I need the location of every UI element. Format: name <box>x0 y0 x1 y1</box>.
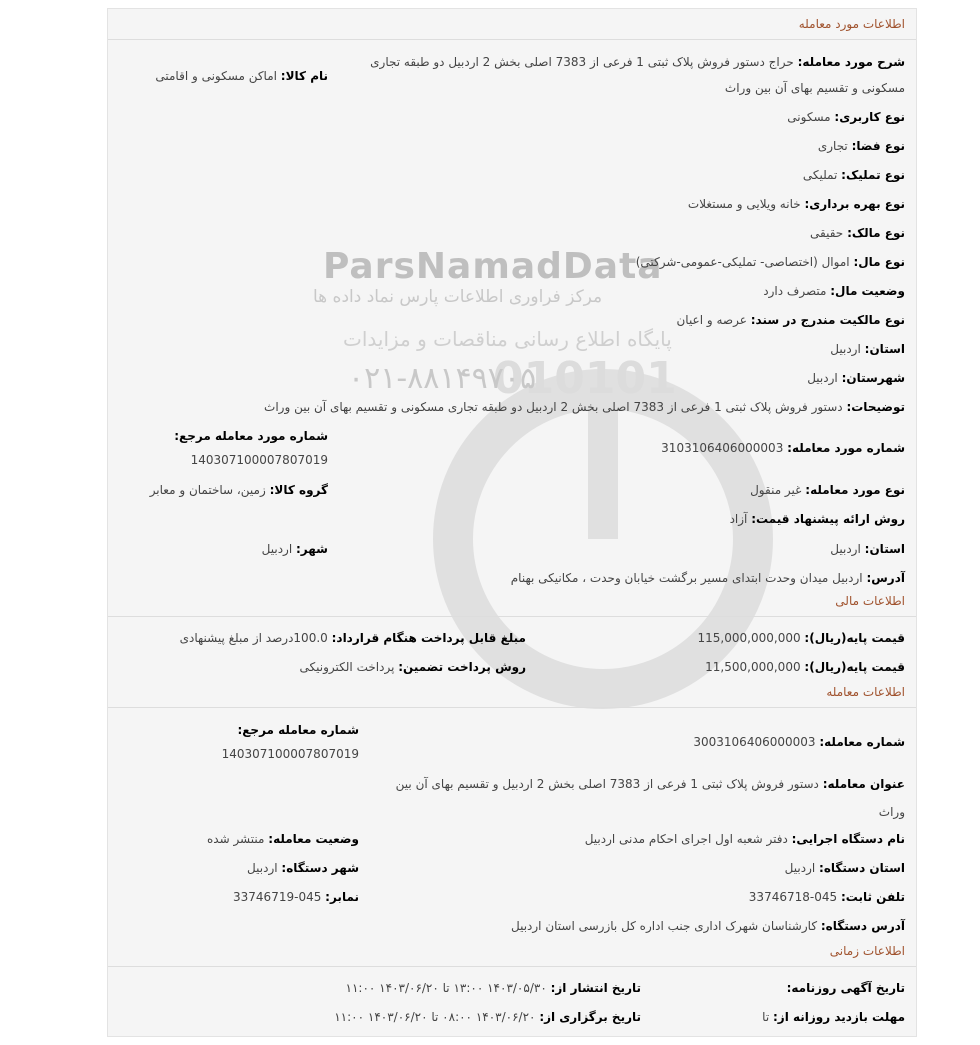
field-description: شرح مورد معامله: حراج دستور فروش پلاک ثبتی 1 فرعی از 7383 اصلی بخش 2 اردبیل دو طبقه تجاری <box>370 55 905 69</box>
field-city: شهر: اردبیل <box>261 542 328 556</box>
field-payable: مبلغ قابل پرداخت هنگام قرارداد: 100.0درصد از مبلغ پیشنهادی <box>179 631 526 645</box>
field-status: وضعیت مال: متصرف دارد <box>763 284 905 298</box>
field-phone: تلفن ثابت: 045-33746718 <box>748 890 905 904</box>
field-transaction-ref-label: شماره معامله مرجع: <box>237 723 359 737</box>
field-visit-deadline: مهلت بازدید روزانه از: تا <box>762 1010 905 1024</box>
field-province: استان: اردبیل <box>830 342 905 356</box>
field-hold-date: تاریخ برگزاری از: ۱۴۰۳/۰۶/۲۰ ۰۸:۰۰ تا ۱۴۰۳/۰۶/۲۰ ۱۱:۰۰ <box>334 1010 641 1024</box>
field-newspaper-date: تاریخ آگهی روزنامه: <box>786 981 905 995</box>
field-county: شهرستان: اردبیل <box>807 371 905 385</box>
field-offer-method: روش ارائه پیشنهاد قیمت: آزاد <box>729 512 905 526</box>
divider <box>108 707 916 708</box>
field-space: نوع فضا: تجاری <box>817 139 905 153</box>
divider <box>108 616 916 617</box>
watermark-digits: 010101 <box>493 353 677 404</box>
field-base-price: قیمت پایه(ریال): 115,000,000,000 <box>697 631 905 645</box>
divider <box>108 39 916 40</box>
field-org-province: استان دستگاه: اردبیل <box>784 861 905 875</box>
watermark-brand: ParsNamadData <box>323 246 663 287</box>
field-transaction-status: وضعیت معامله: منتشر شده <box>206 832 359 846</box>
field-base-price-2: قیمت پایه(ریال): 11,500,000,000 <box>705 660 905 674</box>
field-property: نوع مال: اموال (اختصاصی- تملیکی-عمومی-شرکتی) <box>635 255 905 269</box>
field-ref-label: شماره مورد معامله مرجع: <box>174 429 328 443</box>
field-fax: نمابر: 045-33746719 <box>233 890 359 904</box>
field-publish-date: تاریخ انتشار از: ۱۴۰۳/۰۵/۳۰ ۱۳:۰۰ تا ۱۴۰۳/۰۶/۲۰ ۱۱:۰۰ <box>345 981 641 995</box>
field-org-address: آدرس دستگاه: کارشناسان شهرک اداری جنب اداره کل بازرسی استان اردبیل <box>510 919 905 933</box>
watermark-tagline-2: پایگاه اطلاع رسانی مناقصات و مزایدات <box>343 327 672 351</box>
field-notes: توضیحات: دستور فروش پلاک ثبتی 1 فرعی از 7383 اصلی بخش 2 اردبیل دو طبقه تجاری مسکونی و تقسیم بهای آن بین وراث <box>264 400 905 414</box>
field-transaction-title-cont: وراث <box>878 805 905 819</box>
details-panel <box>107 8 917 1037</box>
section-title-timing: اطلاعات زمانی <box>829 944 905 958</box>
field-transaction-number: شماره معامله: 3003106406000003 <box>693 735 905 749</box>
field-usage: نوع کاربری: مسکونی <box>787 110 905 124</box>
field-item-type: نوع مورد معامله: غیر منقول <box>750 483 905 497</box>
field-province-2: استان: اردبیل <box>830 542 905 556</box>
field-org-city: شهر دستگاه: اردبیل <box>247 861 359 875</box>
field-description-cont: مسکونی و تقسیم بهای آن بین وراث <box>724 81 905 95</box>
divider <box>108 966 916 967</box>
field-org-name: نام دستگاه اجرایی: دفتر شعبه اول اجرای احکام مدنی اردبیل <box>584 832 905 846</box>
field-owner: نوع مالک: حقیقی <box>810 226 905 240</box>
watermark-tagline: مرکز فراوری اطلاعات پارس نماد داده ها <box>313 287 603 307</box>
section-title-transaction: اطلاعات معامله <box>826 685 905 699</box>
field-exploitation: نوع بهره برداری: خانه ویلایی و مستغلات <box>687 197 905 211</box>
field-ownership: نوع تملیک: تملیکی <box>802 168 905 182</box>
field-item-number: شماره مورد معامله: 3103106406000003 <box>661 441 905 455</box>
section-title-financial: اطلاعات مالی <box>835 594 905 608</box>
field-address: آدرس: اردبیل میدان وحدت ابتدای مسیر برگشت خیابان وحدت ، مکانیکی بهنام <box>510 571 905 585</box>
section-title-subject: اطلاعات مورد معامله <box>798 17 905 31</box>
field-deed: نوع مالکیت مندرج در سند: عرصه و اعیان <box>676 313 905 327</box>
field-ref-value: 140307100007807019 <box>190 453 328 467</box>
watermark-phone: ۰۲۱-۸۸۱۴۹۷۰۵ <box>348 361 537 396</box>
field-transaction-title: عنوان معامله: دستور فروش پلاک ثبتی 1 فرعی از 7383 اصلی بخش 2 اردبیل و تقسیم بهای آن بین <box>395 777 905 791</box>
field-goods-name: نام کالا: اماکن مسکونی و اقامتی <box>155 69 328 83</box>
field-transaction-ref-value: 140307100007807019 <box>221 747 359 761</box>
field-guarantee: روش پرداخت تضمین: پرداخت الکترونیکی <box>299 660 526 674</box>
field-goods-group: گروه کالا: زمین، ساختمان و معابر <box>149 483 328 497</box>
